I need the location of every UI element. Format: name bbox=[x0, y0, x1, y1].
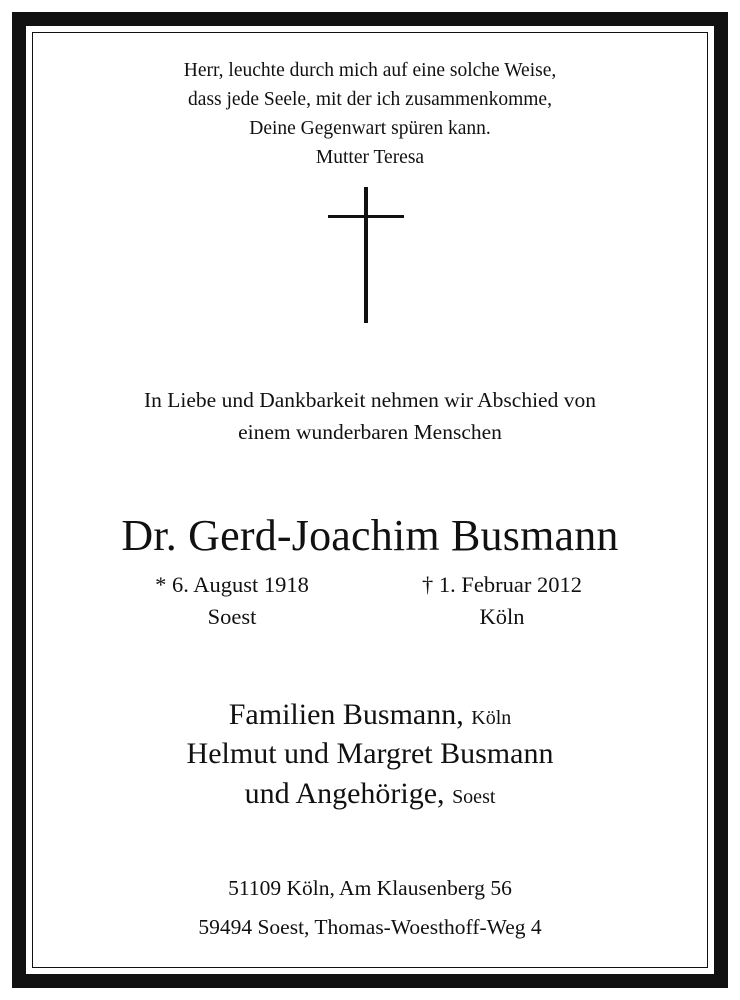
cross-vertical-bar bbox=[364, 187, 368, 323]
address-line: 51109 Köln, Am Klausenberg 56 bbox=[228, 876, 512, 900]
mourner-name: Familien Busmann, bbox=[228, 698, 464, 731]
quote-line: dass jede Seele, mit der ich zusammenkomme, bbox=[188, 89, 552, 110]
mourner-line bbox=[32, 698, 708, 732]
mourner-line bbox=[32, 737, 708, 771]
birth-date: * 6. August 1918 bbox=[155, 572, 309, 597]
quote-line: Deine Gegenwart spüren kann. bbox=[249, 118, 491, 139]
intro-line: einem wunderbaren Menschen bbox=[238, 420, 502, 444]
birth-place: Soest bbox=[207, 604, 257, 629]
mourner-place: Köln bbox=[471, 707, 512, 729]
quote-author: Mutter Teresa bbox=[315, 147, 425, 168]
obituary-notice bbox=[32, 32, 708, 968]
quote-line: Herr, leuchte durch mich auf eine solche Weise, bbox=[183, 60, 557, 81]
death-date: † 1. Februar 2012 bbox=[422, 572, 582, 597]
mourner-name: Helmut und Margret Busmann bbox=[186, 737, 554, 770]
mourner-line bbox=[32, 777, 708, 811]
intro-line: In Liebe und Dankbarkeit nehmen wir Abschied von bbox=[144, 388, 596, 412]
mourner-place: Soest bbox=[452, 786, 496, 808]
address-line: 59494 Soest, Thomas-Woesthoff-Weg 4 bbox=[198, 915, 542, 939]
mourner-name: und Angehörige, bbox=[244, 777, 445, 810]
death-place: Köln bbox=[479, 604, 525, 629]
cross-horizontal-bar bbox=[328, 215, 404, 218]
deceased-name: Dr. Gerd-Joachim Busmann bbox=[121, 511, 619, 560]
